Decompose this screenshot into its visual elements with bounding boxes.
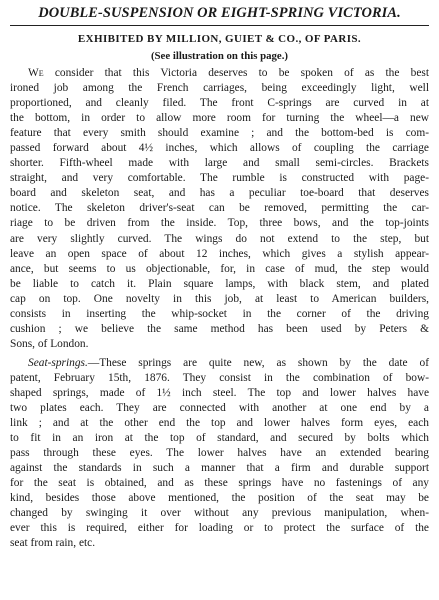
text-line: cushion ; we believe the same method has been used by Peters & — [10, 322, 429, 335]
text-line: two plates each. They are connected with another at one end by a — [10, 402, 429, 415]
text-line: ever this is required, either for loading or to protect the surface of the — [10, 522, 429, 535]
lead-caps: We — [28, 67, 44, 79]
text-line: are very slightly curved. The wings do not extend to the step, but — [10, 232, 429, 245]
text-line: to fit in an iron at the top of standard, and secured by bolts which — [10, 432, 429, 445]
paragraph-victoria — [10, 66, 429, 352]
text-line: passed forward about 4½ inches, which allows of coupling the carriage — [10, 142, 429, 155]
text-line: riage to be driven from the inside. Top, three bows, and the top-joints — [10, 217, 429, 230]
text-line: for the seat is obtained, and as these springs have no fastenings of any — [10, 477, 429, 490]
article-title: DOUBLE-SUSPENSION OR EIGHT-SPRING VICTORIA. — [38, 5, 401, 21]
text-line: ance, but seems to us objectionable, for, in case of mud, the step would — [10, 262, 429, 275]
text-line: feature that every smith should examine ; and the bottom-bed is com- — [10, 127, 429, 140]
text-line: board and skeleton seat, and has a peculiar toe-board that deserves — [10, 187, 429, 200]
section-lead: Seat-springs. — [28, 356, 88, 369]
line-text: consider that this Victoria deserves to be spoken of as the best — [43, 67, 429, 79]
text-line: patent, February 15th, 1876. They consist in the combination of bow- — [10, 371, 429, 384]
text-line — [10, 66, 429, 81]
text-line: changed by swinging it over without any previous manipulation, when- — [10, 507, 429, 520]
text-line: kind, besides those above mentioned, the position of the seat may be — [10, 492, 429, 505]
text-line: shorter. Fifth-wheel made with large and small semi-circles. Brackets — [10, 157, 429, 170]
line-text: —These springs are quite new, as shown by the date of — [87, 356, 429, 369]
text-line: pass through these eyes. The lower halves have an extended bearing — [10, 447, 429, 460]
text-line: shaped springs, made of 1½ inch steel. The top and lower halves have — [10, 386, 429, 399]
text-line: cap on top. One novelty in this job, at least to American builders, — [10, 292, 429, 305]
paragraph-seat-springs — [10, 356, 429, 552]
text-line: seat from rain, etc. — [10, 537, 96, 550]
text-line: straight, and very comfortable. The rumble is constructed with page- — [10, 172, 429, 185]
text-line: proportioned, and cleanly filed. The front C-springs are curved in at — [10, 97, 429, 110]
illustration-note: (See illustration on this page.) — [150, 50, 289, 62]
exhibitor-line: EXHIBITED BY MILLION, GUIET & CO., OF PARIS. — [77, 33, 362, 45]
text-line: ironed job among the French carriages, being exceedingly light, well — [10, 82, 429, 95]
text-line: Sons, of London. — [10, 337, 89, 350]
text-line: the bottom, in order to allow more room for turning the wheel—a new — [10, 112, 429, 125]
text-line: against the standards in such a manner that a firm and durable support — [10, 462, 429, 475]
text-line: notice. The skeleton driver's-seat can be removed, permitting the car- — [10, 202, 429, 215]
text-line: link ; and at the other end the top and lower halves form eyes, each — [10, 417, 429, 430]
text-line: be liable to catch it. Plain square lamps, with black stem, and plated — [10, 277, 429, 290]
text-line: consists in inserting the whip-socket in the corner of the driving — [10, 307, 429, 320]
text-line — [10, 356, 429, 371]
title-divider — [10, 25, 429, 26]
text-line: leave an open space of about 12 inches, which gives a stylish appear- — [10, 247, 429, 260]
